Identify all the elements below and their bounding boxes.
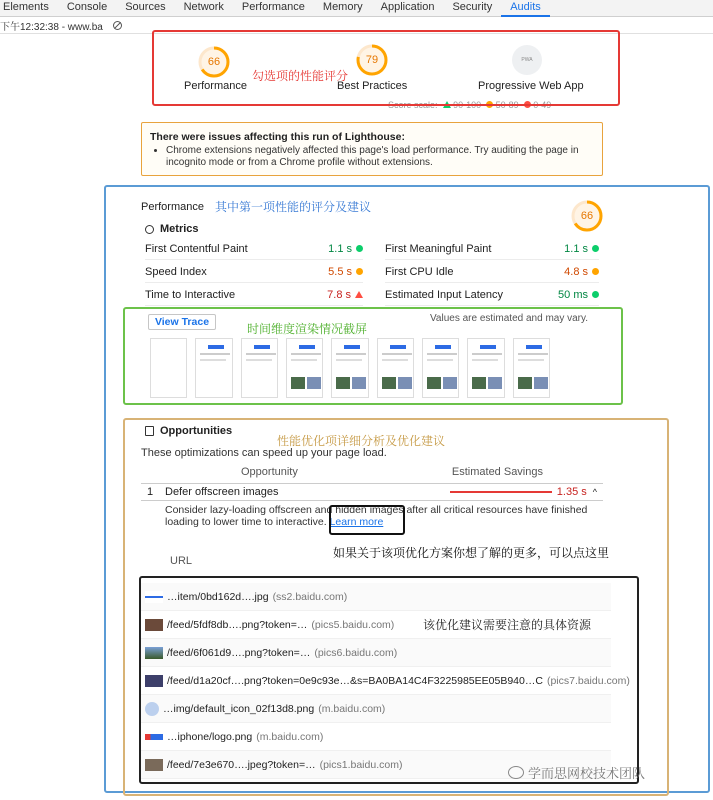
opportunities-title: Opportunities: [160, 425, 233, 437]
metrics-label: Metrics: [160, 223, 199, 235]
metric-name: First Meaningful Paint: [385, 242, 492, 255]
annotation-opportunities-text: 性能优化项详细分析及优化建议: [277, 434, 446, 448]
performance-score: 66: [207, 56, 221, 68]
annotation-box-filmstrip: [123, 307, 623, 405]
scale-average-range: 50-89: [495, 100, 519, 110]
resource-path: /feed/5fdf8db….png?token=…: [167, 618, 308, 631]
wechat-icon: [508, 766, 524, 779]
warning-body: Chrome extensions negatively affected this page's load performance. Try auditing the page in incognito mode or from a Chrome profile without extensions.: [166, 145, 579, 168]
col-opportunity: Opportunity: [241, 466, 298, 478]
audit-run-label: 下午12:32:38 - www.ba: [0, 22, 103, 33]
tab-network[interactable]: Network: [183, 1, 224, 13]
resource-host: (pics7.baidu.com): [546, 674, 630, 687]
resource-host: (m.baidu.com): [318, 702, 386, 715]
view-trace-button[interactable]: View Trace: [148, 314, 216, 330]
resource-host: (ss2.baidu.com): [272, 590, 348, 603]
resource-host: (pics5.baidu.com): [311, 618, 395, 631]
resource-path: …iphone/logo.png: [167, 730, 253, 743]
resource-path: /feed/7e3e670….jpeg?token=…: [167, 758, 316, 771]
metric-value: 7.8 s: [327, 288, 351, 301]
pwa-badge-icon[interactable]: PWA: [512, 45, 542, 75]
resource-path: /feed/6f061d9….png?token=…: [167, 646, 311, 659]
metric-value: 50 ms: [558, 288, 588, 301]
resource-host: (m.baidu.com): [256, 730, 324, 743]
annotation-resources-text: 该优化建议需要注意的具体资源: [423, 618, 592, 632]
performance-label: Performance: [184, 80, 247, 92]
tab-memory[interactable]: Memory: [322, 1, 363, 13]
metric-value: 1.1 s: [564, 242, 588, 255]
annotation-filmstrip-text: 时间维度渲染情况截屏: [247, 322, 368, 336]
opportunity-name: Defer offscreen images: [165, 486, 279, 498]
metric-name: Estimated Input Latency: [385, 288, 504, 301]
performance-section-score: 66: [580, 210, 594, 222]
score-scale-label: Score scale:: [388, 100, 438, 110]
tab-console[interactable]: Console: [66, 1, 108, 13]
resource-path: …img/default_icon_02f13d8.png: [163, 702, 315, 715]
best-practices-score: 79: [365, 54, 379, 66]
annotation-box-resources: [139, 576, 639, 784]
metric-value: 5.5 s: [328, 265, 352, 278]
annotation-box-learn-more: [329, 505, 405, 535]
best-practices-label: Best Practices: [337, 80, 408, 92]
clear-icon[interactable]: [113, 21, 122, 30]
estimate-note: Values are estimated and may vary.: [430, 313, 589, 324]
metric-value: 1.1 s: [328, 242, 352, 255]
opportunity-number: 1: [147, 486, 154, 498]
metric-name: First Contentful Paint: [145, 242, 248, 255]
col-estimated-savings: Estimated Savings: [451, 466, 543, 478]
opportunities-subtitle: These optimizations can speed up your page load.: [141, 447, 387, 459]
watermark: [508, 763, 645, 782]
watermark-text: 学而思网校技术团队: [528, 767, 646, 782]
annotation-learn-more-text: 如果关于该项优化方案你想了解的更多，可以点这里: [333, 546, 610, 560]
url-column-header: URL: [170, 555, 193, 567]
opportunity-description-text: Consider lazy-loading offscreen and hidden images after all critical resources have finished loading to lower time to interactive.: [165, 504, 588, 528]
resource-path: …item/0bd162d….jpg: [167, 590, 269, 603]
performance-section-title: Performance: [141, 201, 204, 213]
learn-more-link[interactable]: Learn more: [329, 516, 384, 528]
resource-host: (pics1.baidu.com): [319, 758, 403, 771]
devtools-tabbar: [0, 0, 713, 17]
scale-pass-range: 90-100: [453, 100, 482, 110]
scale-fail-range: 0-49: [533, 100, 552, 110]
metric-value: 4.8 s: [564, 265, 588, 278]
metric-name: Time to Interactive: [145, 288, 236, 301]
tab-security[interactable]: Security: [452, 1, 493, 13]
annotation-scores-text: 勾选项的性能评分: [252, 69, 349, 83]
warning-title: There were issues affecting this run of Lighthouse:: [150, 131, 405, 143]
metric-name: Speed Index: [145, 265, 207, 278]
annotation-performance-text: 其中第一项性能的评分及建议: [215, 200, 372, 214]
lighthouse-warning: [141, 122, 603, 176]
tab-elements[interactable]: Elements: [3, 1, 49, 13]
resource-host: (pics6.baidu.com): [314, 646, 398, 659]
opportunity-savings: 1.35 s: [556, 486, 587, 498]
annotation-box-scores: [152, 30, 620, 106]
metric-name: First CPU Idle: [385, 265, 454, 278]
tab-audits[interactable]: Audits: [501, 0, 550, 16]
tab-sources[interactable]: Sources: [125, 1, 166, 13]
tab-application[interactable]: Application: [380, 1, 435, 13]
tab-performance[interactable]: Performance: [241, 1, 305, 13]
pwa-label: Progressive Web App: [478, 80, 584, 92]
resource-path: /feed/d1a20cf….png?token=0e9c93e…&s=BA0BA14C4F3225985EE05B940…C: [167, 674, 543, 687]
chevron-up-icon[interactable]: ^: [592, 487, 597, 497]
